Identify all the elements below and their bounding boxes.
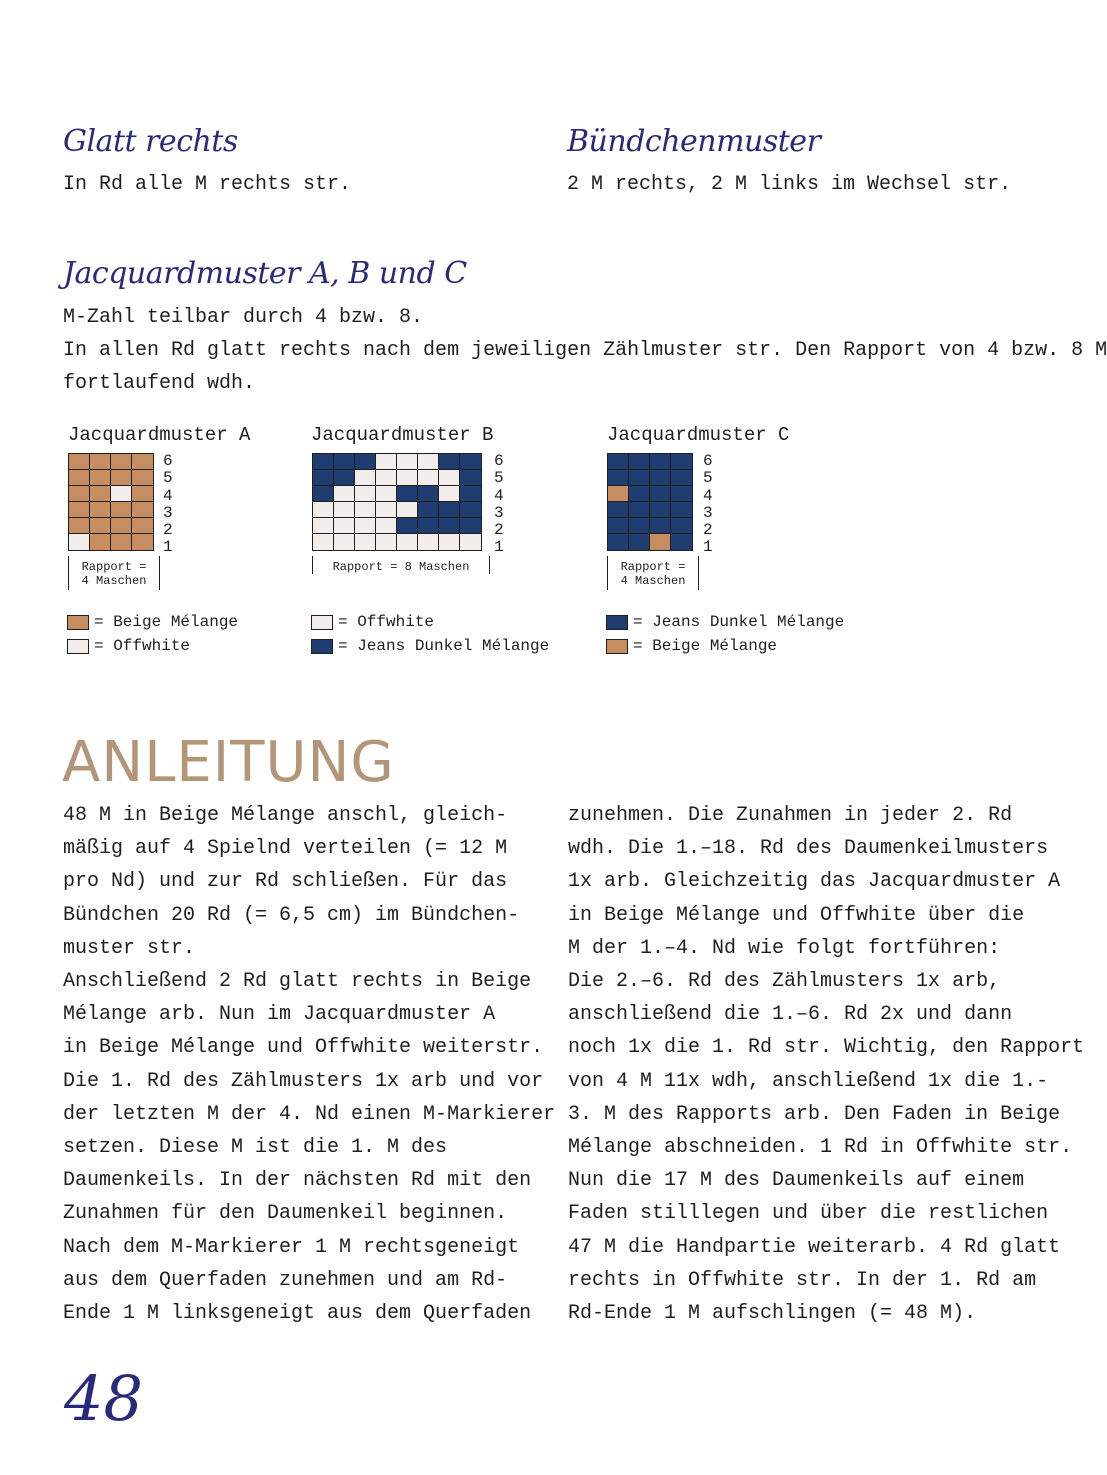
- chart-cell-navy: [629, 502, 650, 518]
- chart-cell-offwhite: [397, 454, 418, 470]
- heading-jacquardmuster: Jacquardmuster A, B und C: [63, 256, 467, 291]
- body-line: Nach dem M-Markierer 1 M rechtsgeneigt: [63, 1235, 520, 1259]
- chart-cell-offwhite: [397, 470, 418, 486]
- row-number: 2: [494, 521, 504, 540]
- chart-cell-navy: [608, 534, 629, 550]
- chart-cell-offwhite: [418, 454, 439, 470]
- row-number: 3: [163, 503, 173, 522]
- chart-cell-beige: [132, 534, 153, 550]
- chart-cell-beige: [90, 486, 111, 502]
- chart-cell-beige: [69, 470, 90, 486]
- legend-item: [606, 610, 844, 634]
- chart-cell-beige: [111, 502, 132, 518]
- chart-cell-navy: [671, 502, 692, 518]
- chart-cell-navy: [460, 470, 481, 486]
- legend-item: [67, 634, 238, 658]
- chart-a-rapport-line2: 4 Maschen: [81, 574, 147, 588]
- body-line: 3. M des Rapports arb. Den Faden in Beige: [568, 1102, 1061, 1126]
- body-line: aus dem Querfaden zunehmen und am Rd-: [63, 1268, 508, 1292]
- chart-cell-beige: [111, 534, 132, 550]
- chart-cell-beige: [90, 454, 111, 470]
- chart-cell-navy: [355, 454, 376, 470]
- body-line: Faden stilllegen und über die restlichen: [568, 1202, 1049, 1226]
- chart-cell-offwhite: [376, 454, 397, 470]
- body-line: in Beige Mélange und Offwhite über die: [568, 903, 1025, 927]
- chart-cell-navy: [313, 454, 334, 470]
- legend-label: = Beige Mélange: [633, 637, 778, 655]
- chart-cell-offwhite: [460, 534, 481, 550]
- body-line: Ende 1 M linksgeneigt aus dem Querfaden: [63, 1302, 532, 1326]
- chart-cell-offwhite: [376, 534, 397, 550]
- chart-a-grid: [68, 453, 154, 551]
- body-line: Anschließend 2 Rd glatt rechts in Beige: [63, 970, 532, 994]
- row-number: 2: [163, 521, 173, 540]
- chart-cell-navy: [418, 486, 439, 502]
- chart-cell-beige: [111, 470, 132, 486]
- row-number: 5: [494, 469, 504, 488]
- chart-b-legend: [311, 610, 549, 658]
- body-line: von 4 M 11x wdh, anschließend 1x die 1.-: [568, 1069, 1049, 1093]
- chart-cell-offwhite: [69, 534, 90, 550]
- chart-a-rapport-bracket: [68, 556, 160, 590]
- chart-cell-offwhite: [334, 486, 355, 502]
- chart-cell-offwhite: [418, 534, 439, 550]
- chart-cell-beige: [69, 518, 90, 534]
- chart-b-title: Jacquardmuster B: [311, 424, 494, 446]
- body-line: Nun die 17 M des Daumenkeils auf einem: [568, 1169, 1025, 1193]
- row-number: 2: [703, 521, 713, 540]
- chart-cell-navy: [671, 534, 692, 550]
- body-line: 48 M in Beige Mélange anschl, gleich-: [63, 804, 508, 827]
- body-line: wdh. Die 1.–18. Rd des Daumenkeilmusters: [568, 837, 1049, 861]
- chart-cell-navy: [608, 518, 629, 534]
- swatch-beige: [606, 639, 628, 654]
- row-number: 6: [703, 452, 713, 470]
- chart-cell-navy: [629, 486, 650, 502]
- row-number: 3: [703, 503, 713, 522]
- chart-cell-navy: [460, 502, 481, 518]
- body-line: 1x arb. Gleichzeitig das Jacquardmuster A: [568, 870, 1061, 894]
- chart-a-title: Jacquardmuster A: [68, 424, 251, 446]
- body-line: M der 1.–4. Nd wie folgt fortführen:: [568, 936, 1001, 960]
- chart-cell-offwhite: [334, 518, 355, 534]
- body-line: Rd-Ende 1 M aufschlingen (= 48 M).: [568, 1302, 977, 1326]
- chart-cell-offwhite: [439, 534, 460, 550]
- chart-cell-offwhite: [313, 534, 334, 550]
- chart-cell-offwhite: [334, 502, 355, 518]
- body-line: Die 2.–6. Rd des Zählmusters 1x arb,: [568, 970, 1001, 994]
- chart-cell-navy: [439, 502, 460, 518]
- body-line: Bündchen 20 Rd (= 6,5 cm) im Bündchen-: [63, 903, 520, 927]
- chart-cell-navy: [671, 470, 692, 486]
- chart-a-legend: [67, 610, 238, 658]
- chart-cell-beige: [90, 518, 111, 534]
- chart-cell-navy: [313, 486, 334, 502]
- row-number: 6: [163, 452, 173, 470]
- chart-cell-offwhite: [439, 470, 460, 486]
- chart-cell-navy: [629, 534, 650, 550]
- heading-glatt-rechts: Glatt rechts: [63, 124, 238, 159]
- chart-cell-navy: [608, 502, 629, 518]
- swatch-navy: [606, 615, 628, 630]
- chart-a-rapport-line1: Rapport =: [81, 560, 147, 574]
- chart-cell-offwhite: [355, 502, 376, 518]
- chart-cell-beige: [90, 502, 111, 518]
- chart-cell-navy: [671, 486, 692, 502]
- body-line: pro Nd) und zur Rd schließen. Für das: [63, 870, 508, 894]
- swatch-beige: [67, 615, 89, 630]
- chart-cell-offwhite: [313, 502, 334, 518]
- chart-cell-beige: [132, 486, 153, 502]
- chart-cell-beige: [69, 486, 90, 502]
- glatt-rechts-text: In Rd alle M rechts str.: [63, 173, 352, 196]
- chart-cell-offwhite: [376, 502, 397, 518]
- chart-cell-offwhite: [355, 486, 376, 502]
- chart-cell-navy: [397, 486, 418, 502]
- body-line: rechts in Offwhite str. In der 1. Rd am: [568, 1268, 1037, 1292]
- body-line: Zunahmen für den Daumenkeil beginnen.: [63, 1202, 508, 1226]
- chart-cell-navy: [460, 486, 481, 502]
- chart-cell-beige: [90, 534, 111, 550]
- chart-b-rapport-line1: Rapport = 8 Maschen: [332, 560, 470, 574]
- chart-cell-navy: [608, 454, 629, 470]
- chart-cell-navy: [629, 518, 650, 534]
- chart-cell-navy: [313, 470, 334, 486]
- jacquard-line-3: fortlaufend wdh.: [63, 372, 256, 395]
- chart-cell-offwhite: [418, 470, 439, 486]
- chart-a-row-numbers: [163, 453, 173, 557]
- chart-cell-navy: [439, 518, 460, 534]
- legend-label: = Jeans Dunkel Mélange: [633, 613, 845, 631]
- chart-b-row-numbers: [494, 453, 504, 557]
- legend-label: = Beige Mélange: [94, 613, 239, 631]
- chart-cell-beige: [132, 454, 153, 470]
- legend-label: = Offwhite: [338, 613, 435, 631]
- row-number: 4: [494, 486, 504, 505]
- chart-cell-navy: [418, 502, 439, 518]
- chart-b-rapport-bracket: [312, 556, 490, 574]
- chart-cell-offwhite: [334, 534, 355, 550]
- heading-anleitung: ANLEITUNG: [62, 730, 395, 795]
- chart-cell-navy: [397, 518, 418, 534]
- body-line: Mélange arb. Nun im Jacquardmuster A: [63, 1003, 496, 1027]
- row-number: 1: [494, 538, 504, 557]
- row-number: 6: [494, 452, 504, 470]
- chart-cell-beige: [69, 454, 90, 470]
- anleitung-column-2: [568, 799, 1084, 1330]
- row-number: 4: [703, 486, 713, 505]
- chart-cell-navy: [629, 454, 650, 470]
- body-line: der letzten M der 4. Nd einen M-Markierer: [63, 1102, 556, 1126]
- swatch-offwhite: [67, 639, 89, 654]
- body-line: mäßig auf 4 Spielnd verteilen (= 12 M: [63, 837, 508, 861]
- chart-cell-beige: [90, 470, 111, 486]
- anleitung-column-1: [63, 799, 555, 1330]
- row-number: 1: [703, 538, 713, 557]
- chart-b-grid: [312, 453, 482, 551]
- heading-buendchenmuster: Bündchenmuster: [567, 124, 821, 159]
- legend-item: [311, 634, 549, 658]
- chart-cell-offwhite: [355, 470, 376, 486]
- buendchenmuster-text: 2 M rechts, 2 M links im Wechsel str.: [567, 173, 1012, 196]
- chart-cell-beige: [132, 518, 153, 534]
- chart-cell-navy: [608, 470, 629, 486]
- chart-cell-offwhite: [313, 518, 334, 534]
- legend-label: = Jeans Dunkel Mélange: [338, 637, 550, 655]
- chart-cell-beige: [132, 502, 153, 518]
- chart-cell-beige: [650, 534, 671, 550]
- legend-item: [67, 610, 238, 634]
- page-number: 48: [64, 1362, 143, 1435]
- row-number: 4: [163, 486, 173, 505]
- chart-c-rapport-bracket: [607, 556, 699, 590]
- body-line: noch 1x die 1. Rd str. Wichtig, den Rapport: [568, 1036, 1085, 1060]
- chart-cell-offwhite: [111, 486, 132, 502]
- chart-cell-offwhite: [397, 534, 418, 550]
- chart-cell-navy: [650, 454, 671, 470]
- chart-cell-navy: [650, 502, 671, 518]
- chart-cell-beige: [608, 486, 629, 502]
- body-line: Mélange abschneiden. 1 Rd in Offwhite str.: [568, 1136, 1073, 1160]
- body-line: zunehmen. Die Zunahmen in jeder 2. Rd: [568, 804, 1013, 827]
- legend-item: [606, 634, 844, 658]
- chart-cell-navy: [650, 470, 671, 486]
- swatch-offwhite: [311, 615, 333, 630]
- chart-cell-offwhite: [397, 502, 418, 518]
- body-line: setzen. Diese M ist die 1. M des: [63, 1136, 448, 1160]
- chart-cell-navy: [671, 518, 692, 534]
- chart-c-title: Jacquardmuster C: [607, 424, 790, 446]
- chart-cell-beige: [111, 454, 132, 470]
- chart-cell-navy: [629, 470, 650, 486]
- row-number: 5: [703, 469, 713, 488]
- chart-cell-offwhite: [376, 486, 397, 502]
- chart-c-grid: [607, 453, 693, 551]
- chart-cell-navy: [418, 518, 439, 534]
- body-line: anschließend die 1.–6. Rd 2x und dann: [568, 1003, 1013, 1027]
- chart-cell-offwhite: [355, 534, 376, 550]
- chart-cell-beige: [69, 502, 90, 518]
- chart-c-legend: [606, 610, 844, 658]
- chart-cell-navy: [334, 454, 355, 470]
- chart-cell-navy: [650, 486, 671, 502]
- chart-cell-navy: [671, 454, 692, 470]
- body-line: 47 M die Handpartie weiterarb. 4 Rd glatt: [568, 1235, 1061, 1259]
- chart-cell-offwhite: [376, 470, 397, 486]
- chart-cell-navy: [439, 454, 460, 470]
- body-line: Die 1. Rd des Zählmusters 1x arb und vor: [63, 1069, 544, 1093]
- swatch-navy: [311, 639, 333, 654]
- chart-c-row-numbers: [703, 453, 713, 557]
- body-line: muster str.: [63, 936, 196, 960]
- row-number: 1: [163, 538, 173, 557]
- row-number: 5: [163, 469, 173, 488]
- chart-cell-beige: [132, 470, 153, 486]
- jacquard-line-1: M-Zahl teilbar durch 4 bzw. 8.: [63, 306, 424, 329]
- legend-item: [311, 610, 549, 634]
- row-number: 3: [494, 503, 504, 522]
- chart-cell-beige: [111, 518, 132, 534]
- body-line: in Beige Mélange und Offwhite weiterstr.: [63, 1036, 544, 1060]
- chart-cell-navy: [460, 454, 481, 470]
- chart-cell-navy: [650, 518, 671, 534]
- chart-cell-offwhite: [355, 518, 376, 534]
- body-line: Daumenkeils. In der nächsten Rd mit den: [63, 1169, 532, 1193]
- legend-label: = Offwhite: [94, 637, 191, 655]
- chart-cell-navy: [460, 518, 481, 534]
- chart-cell-offwhite: [376, 518, 397, 534]
- chart-c-rapport-line2: 4 Maschen: [620, 574, 686, 588]
- jacquard-line-2: In allen Rd glatt rechts nach dem jeweiligen Zählmuster str. Den Rapport von 4 bzw. 8 M: [63, 339, 1107, 362]
- chart-c-rapport-line1: Rapport =: [620, 560, 686, 574]
- chart-cell-offwhite: [439, 486, 460, 502]
- chart-cell-navy: [334, 470, 355, 486]
